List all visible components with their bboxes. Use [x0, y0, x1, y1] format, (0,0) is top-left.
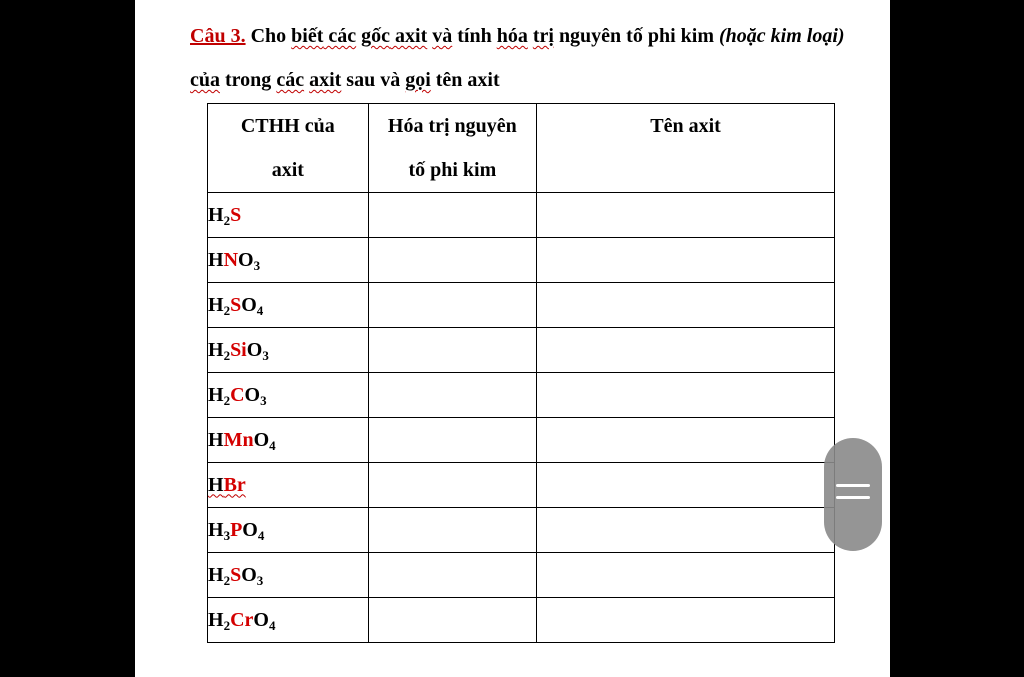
table-row	[208, 508, 835, 553]
valence-cell[interactable]	[368, 463, 537, 508]
formula-cell	[208, 328, 369, 373]
formula-cell	[208, 418, 369, 463]
formula-cell	[208, 238, 369, 283]
chemical-formula: $H_2S$	[208, 203, 242, 228]
acid-name-cell[interactable]	[537, 463, 835, 508]
drag-handle-icon[interactable]	[824, 438, 882, 551]
valence-cell[interactable]	[368, 193, 537, 238]
table-row	[208, 238, 835, 283]
handle-line-top	[836, 484, 870, 487]
acid-name-cell[interactable]	[537, 283, 835, 328]
chemical-formula: $H_3PO_4$	[208, 518, 265, 543]
table-row	[208, 373, 835, 418]
table-row	[208, 193, 835, 238]
table-row	[208, 418, 835, 463]
formula-cell	[208, 193, 369, 238]
table-row	[208, 283, 835, 328]
chemical-formula: $HNO_3$	[208, 248, 261, 273]
acid-table	[207, 103, 835, 643]
question-text: Câu 3. Cho biết các gốc axit và tính hóa trị nguyên tố phi kim (hoặc kim loại) của trong các axit sau và gọi tên axit	[190, 25, 845, 91]
formula-cell	[208, 598, 369, 643]
formula-cell	[208, 553, 369, 598]
question-italic-note: (hoặc kim loại)	[719, 25, 845, 47]
chemical-formula: HMnO$_4$	[208, 428, 276, 453]
acid-name-cell[interactable]	[537, 418, 835, 463]
header-formula: CTHH của axit	[208, 104, 369, 193]
header-valence: Hóa trị nguyên tố phi kim	[368, 104, 537, 193]
acid-name-cell[interactable]	[537, 193, 835, 238]
valence-cell[interactable]	[368, 238, 537, 283]
acid-name-cell[interactable]	[537, 598, 835, 643]
formula-cell	[208, 373, 369, 418]
valence-cell[interactable]	[368, 373, 537, 418]
valence-cell[interactable]	[368, 598, 537, 643]
valence-cell[interactable]	[368, 508, 537, 553]
valence-cell[interactable]	[368, 418, 537, 463]
chemical-formula: HBr	[208, 473, 246, 496]
chemical-formula: $H_2CrO_4$	[208, 608, 276, 633]
acid-name-cell[interactable]	[537, 373, 835, 418]
document-page	[135, 0, 890, 677]
chemical-formula: $H_2SO_3$	[208, 563, 264, 588]
formula-cell	[208, 508, 369, 553]
table-header-row	[208, 104, 835, 193]
handle-line-bottom	[836, 496, 870, 499]
valence-cell[interactable]	[368, 553, 537, 598]
table-row	[208, 463, 835, 508]
formula-cell	[208, 463, 369, 508]
chemical-formula: $H_2SiO_3$	[208, 338, 269, 363]
formula-cell	[208, 283, 369, 328]
acid-name-cell[interactable]	[537, 328, 835, 373]
table-row	[208, 598, 835, 643]
acid-name-cell[interactable]	[537, 238, 835, 283]
valence-cell[interactable]	[368, 328, 537, 373]
chemical-formula: $H_2CO_3$	[208, 383, 267, 408]
table-row	[208, 328, 835, 373]
question-number: Câu 3.	[190, 25, 246, 47]
table-row	[208, 553, 835, 598]
header-acid-name: Tên axit	[537, 104, 835, 193]
acid-name-cell[interactable]	[537, 508, 835, 553]
valence-cell[interactable]	[368, 283, 537, 328]
chemical-formula: $H_2SO_4$	[208, 293, 264, 318]
acid-name-cell[interactable]	[537, 553, 835, 598]
